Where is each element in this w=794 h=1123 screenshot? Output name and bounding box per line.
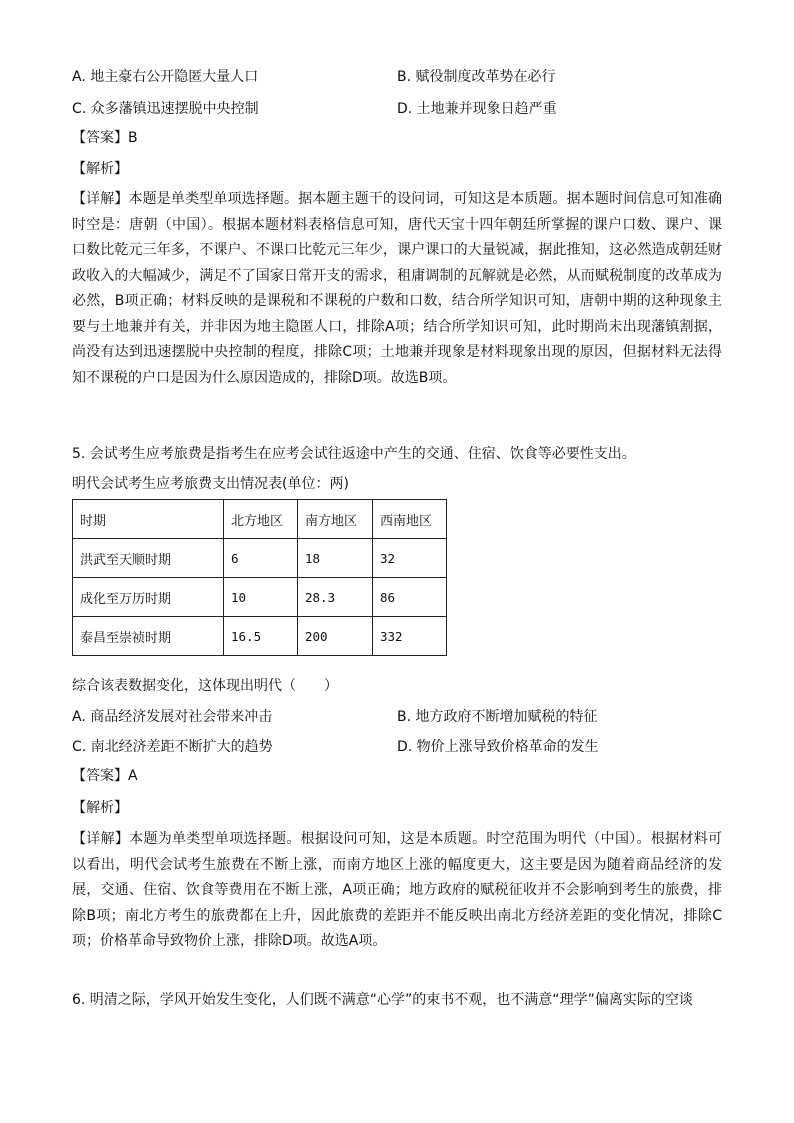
table-cell-value: 332 xyxy=(373,617,447,656)
q4-options-row-2 xyxy=(72,98,732,129)
table-row xyxy=(73,617,447,656)
table-cell-value: 6 xyxy=(224,539,298,578)
table-header-cell: 北方地区 xyxy=(224,500,298,539)
q5-options-row-2 xyxy=(72,736,732,767)
q4-options-row-1 xyxy=(72,66,732,97)
q6-stem: 6. 明清之际，学风开始发生变化，人们既不满意“心学”的束书不观，也不满意“理学”偏离实际的空谈 xyxy=(72,992,693,1008)
q5-answer: 【答案】A xyxy=(72,768,138,784)
table-cell-value: 200 xyxy=(298,617,373,656)
table-header-row xyxy=(73,500,447,539)
q5-option-d: D. 物价上涨导致价格革命的发生 xyxy=(397,739,599,755)
table-header-cell: 西南地区 xyxy=(373,500,447,539)
q4-analysis-label: 【解析】 xyxy=(72,161,128,177)
q5-stem: 5. 会试考生应考旅费是指考生在应考会试往返途中产生的交通、住宿、饮食等必要性支出。 xyxy=(72,446,636,462)
q4-option-a: A. 地主豪右公开隐匿大量人口 xyxy=(72,69,259,85)
table-row xyxy=(73,539,447,578)
q4-answer: 【答案】B xyxy=(72,130,138,146)
table-cell-value: 16.5 xyxy=(224,617,298,656)
q5-option-b: B. 地方政府不断增加赋税的特征 xyxy=(397,709,598,725)
table-header-cell: 南方地区 xyxy=(298,500,373,539)
q5-question: 综合该表数据变化，这体现出明代（ ） xyxy=(72,678,338,694)
q4-option-d: D. 土地兼并现象日趋严重 xyxy=(397,101,557,117)
table-cell-value: 10 xyxy=(224,578,298,617)
table-header-cell: 时期 xyxy=(73,500,224,539)
table-cell-value: 32 xyxy=(373,539,447,578)
table-row xyxy=(73,578,447,617)
table-cell-value: 28.3 xyxy=(298,578,373,617)
q5-analysis-label: 【解析】 xyxy=(72,800,128,816)
q4-detail: 【详解】本题是单类型单项选择题。据本题主题干的设问词，可知这是本质题。据本题时间信息可知准确时空是：唐朝（中国）。根据本题材料表格信息可知，唐代天宝十四年朝廷所掌握的课户口数、课户、课口数比乾元三年多，不课户、不课口比乾元三年少，课户课口的大量锐减，据此推知，这必然造成朝廷财政收入的大幅减少，满足不了国家日常开支的需求，租庸调制的瓦解就是必然，从而赋税制度的改革成为必然，B项正确；材料反映的是课税和不课税的户数和口数，结合所学知识可知，唐朝中期的这种现象主要与土地兼并有关，并非因为地主隐匿人口，排除A项；结合所学知识可知，此时期尚未出现藩镇割据，尚没有达到迅速摆脱中央控制的程度，排除C项；土地兼并现象是材料现象出现的原因，但据材料无法得知不课税的户口是因为什么原因造成的，排除D项。故选B项。 xyxy=(72,191,722,386)
q5-data-table xyxy=(72,499,447,656)
table-cell-value: 86 xyxy=(373,578,447,617)
table-cell-period: 成化至万历时期 xyxy=(73,578,224,617)
q5-option-c: C. 南北经济差距不断扩大的趋势 xyxy=(72,739,273,755)
q5-options-row-1 xyxy=(72,706,732,737)
table-cell-period: 泰昌至崇祯时期 xyxy=(73,617,224,656)
q5-table-caption: 明代会试考生应考旅费支出情况表(单位：两) xyxy=(72,476,349,492)
table-cell-value: 18 xyxy=(298,539,373,578)
q5-detail: 【详解】本题为单类型单项选择题。根据设问可知，这是本质题。时空范围为明代（中国）。根据材料可以看出，明代会试考生旅费在不断上涨，而南方地区上涨的幅度更大，这主要是因为随着商品经济的发展，交通、住宿、饮食等费用在不断上涨，A项正确；地方政府的赋税征收并不会影响到考生的旅费，排除B项；南北方考生的旅费都在上升，因此旅费的差距并不能反映出南北方经济差距的变化情况，排除C项；价格革命导致物价上涨，排除D项。故选A项。 xyxy=(72,831,722,949)
q5-option-a: A. 商品经济发展对社会带来冲击 xyxy=(72,709,273,725)
q4-option-b: B. 赋役制度改革势在必行 xyxy=(397,69,556,85)
q4-option-c: C. 众多藩镇迅速摆脱中央控制 xyxy=(72,101,259,117)
table-cell-period: 洪武至天顺时期 xyxy=(73,539,224,578)
